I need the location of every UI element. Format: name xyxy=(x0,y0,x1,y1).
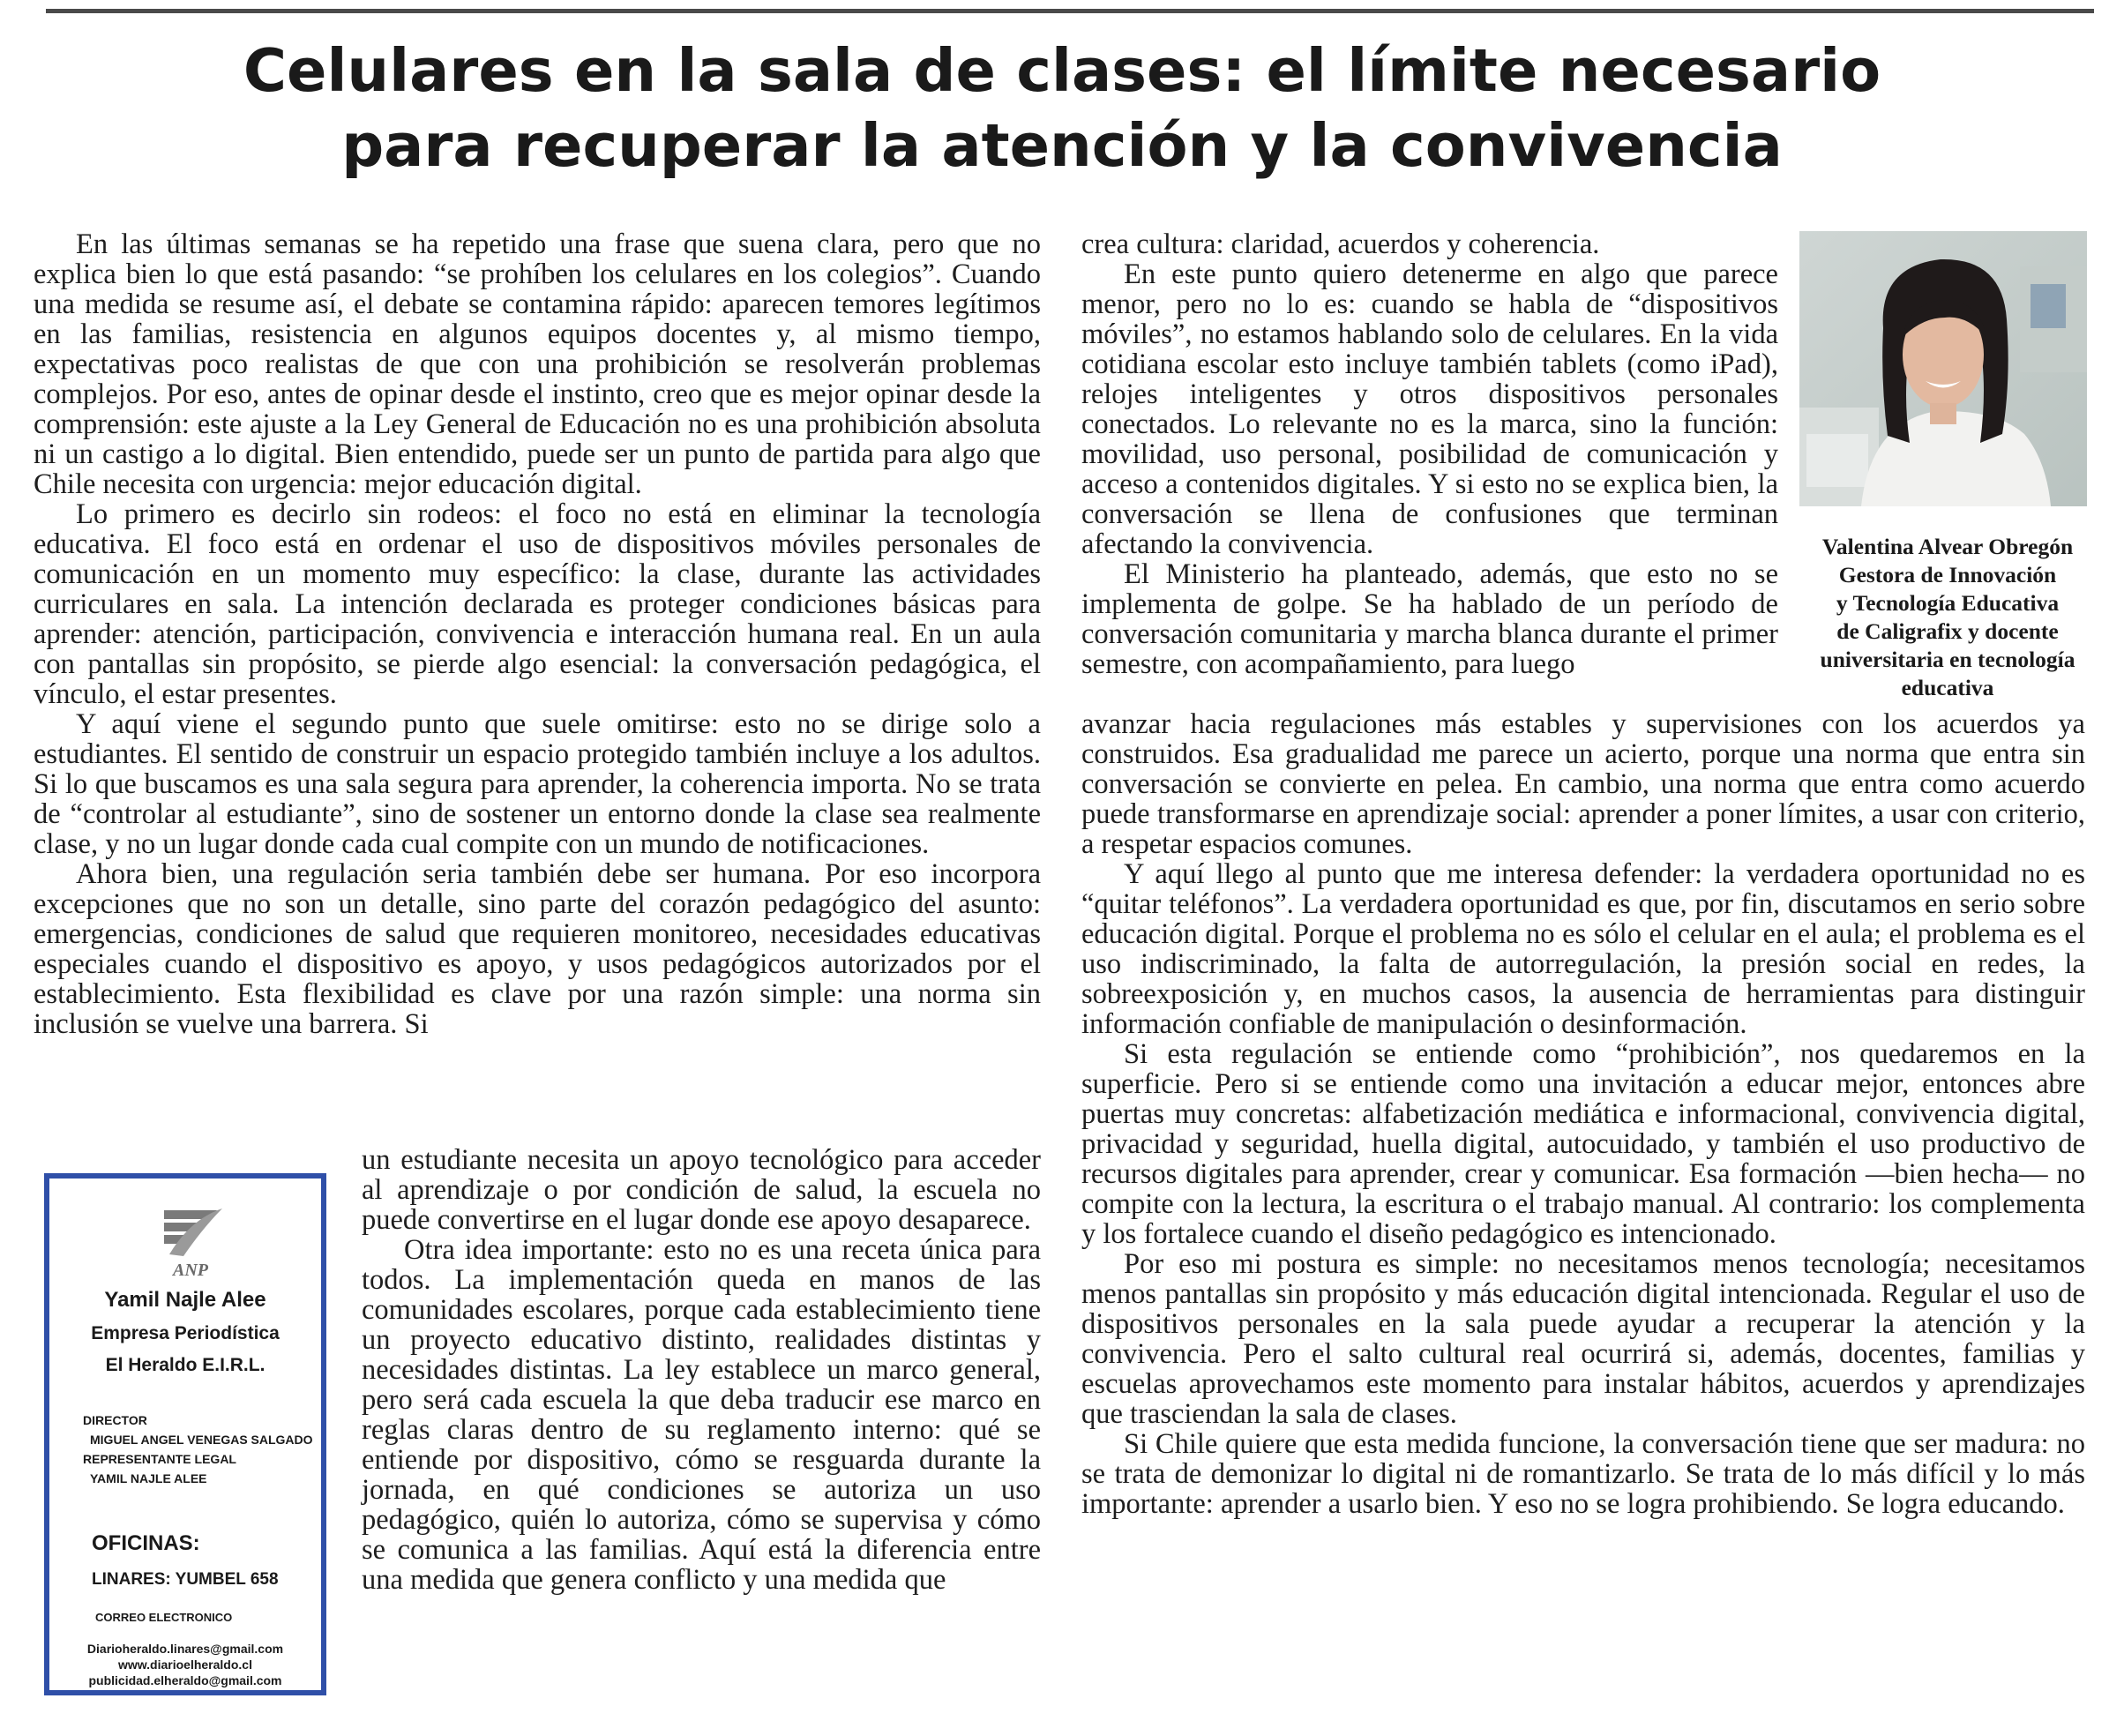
column-right-top xyxy=(1081,229,1778,679)
author-role: universitaria en tecnología xyxy=(1820,647,2075,672)
publisher-name: Yamil Najle Alee xyxy=(104,1288,266,1312)
website-link[interactable]: www.diarioelheraldo.cl xyxy=(118,1657,252,1672)
email-label: CORREO ELECTRONICO xyxy=(95,1611,233,1624)
column-left xyxy=(34,229,1041,1039)
paragraph: crea cultura: claridad, acuerdos y coherencia. xyxy=(1081,228,1600,260)
email-link[interactable]: publicidad.elheraldo@gmail.com xyxy=(88,1673,282,1687)
paragraph: avanzar hacia regulaciones más estables y supervisiones con los acuerdos ya construidos. Esa gradualidad me parece un acierto, porque una norma que entra sin conversación se convierte en pelea. En cambio, una norma que entra como acuerdo puede transformarse en aprendizaje social: aprender a poner límites, a usar con criterio, a respetar espacios comunes. xyxy=(1081,708,2085,860)
paragraph: El Ministerio ha planteado, además, que esto no se implementa de golpe. Se ha hablado de un período de conversación comunitaria y marcha blanca durante el primer semestre, con acompañamiento, para luego xyxy=(1081,558,1778,680)
author-role: educativa xyxy=(1901,675,1994,700)
paragraph: Por eso mi postura es simple: no necesitamos menos tecnología; necesitamos menos pantallas sin propósito y más educación digital intencionada. Regular el uso de dispositivos personales en la sala puede ayudar a recuperar la atención y la convivencia. Pero el salto cultural real ocurrirá si, además, docentes, familias y escuelas aprovechamos este momento para instalar hábitos, acuerdos y aprendizajes que trasciendan la sala de clases. xyxy=(1081,1248,2085,1430)
office-address: LINARES: YUMBEL 658 xyxy=(92,1570,279,1589)
offices-label: OFICINAS: xyxy=(92,1531,200,1555)
paragraph: Si esta regulación se entiende como “prohibición”, nos quedaremos en la superficie. Pero si se entiende como una invitación a educar mejor, entonces abre puertas muy concretas: alfabetización mediática e informacional, convivencia digital, privacidad y seguridad, huella digital, autocuidado, y también el uso productivo de recursos digitales para aprender, crear y comunicar. Esa formación —bien hecha— no compite con la lectura, la escritura o el trabajo manual. Al contrario: los complementa y los fortalece cuando el diseño pedagógico es intencionado. xyxy=(1081,1038,2085,1250)
paragraph: En las últimas semanas se ha repetido una frase que suena clara, pero que no explica bien lo que está pasando: “se prohíben los celulares en los colegios”. Cuando una medida se resume así, el debate se contamina rápido: aparecen temores legítimos en las familias, resistencia en algunos equipos docentes y, al mismo tiempo, expectativas poco realistas de que con una prohibición se resolverán problemas complejos. Por eso, antes de opinar desde el instinto, creo que es mejor opinar desde la comprensión: este ajuste a la Ley General de Educación no es una prohibición absoluta ni un castigo a lo digital. Bien entendido, puede ser un punto de partida para algo que Chile necesita con urgencia: mejor educación digital. xyxy=(34,228,1041,500)
representative-name: YAMIL NAJLE ALEE xyxy=(90,1471,207,1485)
company-name: El Heraldo E.I.R.L. xyxy=(105,1355,266,1375)
author-role: Gestora de Innovación xyxy=(1838,562,2057,587)
paragraph: Lo primero es decirlo sin rodeos: el foco no está en eliminar la tecnología educativa. El foco está en ordenar el uso de dispositivos móviles personales de comunicación en un momento muy específico: la clase, durante las actividades curriculares en sala. La intención declarada es proteger condiciones básicas para aprender: atención, participación, convivencia e interacción humana real. En un aula con pantallas sin propósito, se pierde algo esencial: la conversación pedagógica, el vínculo, el estar presentes. xyxy=(34,498,1041,710)
top-rule xyxy=(46,9,2094,13)
company-name: Empresa Periodística xyxy=(91,1323,280,1343)
masthead-box xyxy=(44,1173,326,1695)
article-headline xyxy=(0,34,2124,183)
headline-line-2: para recuperar la atención y la convivencia xyxy=(341,111,1783,180)
paragraph: Y aquí llego al punto que me interesa defender: la verdadera oportunidad no es “quitar teléfonos”. La verdadera oportunidad es que, por fin, discutamos en serio sobre educación digital. Porque el problema no es sólo el celular en el aula; el problema es el uso indiscriminado, la falta de autorregulación, la presión social en redes, la sobreexposición y, en muchos casos, la ausencia de herramientas para distinguir información confiable de manipulación o desinformación. xyxy=(1081,858,2085,1040)
director-name: MIGUEL ANGEL VENEGAS SALGADO xyxy=(90,1433,313,1447)
paragraph: un estudiante necesita un apoyo tecnológico para acceder al aprendizaje o por condición de salud, la escuela no puede convertirse en el lugar donde ese apoyo desaparece. xyxy=(362,1144,1041,1236)
column-right xyxy=(1081,709,2085,1519)
paragraph: Otra idea importante: esto no es una receta única para todos. La implementación queda en manos de las comunidades escolares, porque cada establecimiento tiene un proyecto educativo distinto, realidades distintas y necesidades distintas. La ley establece un marco general, pero será cada escuela la que deba traducir ese marco en reglas claras dentro de su reglamento interno: qué se entiende por dispositivo, cómo se resguarda durante la jornada, en qué condiciones se autoriza un uso pedagógico, quién lo autoriza, cómo se supervisa y cómo se comunica a las familias. Aquí está la diferencia entre una medida que genera conflicto y una medida que xyxy=(362,1234,1041,1596)
contact-list xyxy=(49,1641,321,1688)
author-name: Valentina Alvear Obregón xyxy=(1821,534,2074,559)
paragraph: Ahora bien, una regulación seria también debe ser humana. Por eso incorpora excepciones que no son un detalle, sino parte del corazón pedagógico del asunto: emergencias, condiciones de salud que requieren monitoreo, necesidades educativas especiales cuando el dispositivo es apoyo, y usos pedagógicos autorizados por el establecimiento. Esta flexibilidad es clave por una razón simple: una norma sin inclusión se vuelve una barrera. Si xyxy=(34,858,1041,1040)
paragraph: En este punto quiero detenerme en algo que parece menor, pero no lo es: cuando se habla de “dispositivos móviles”, no estamos hablando solo de celulares. En la vida cotidiana escolar esto incluye también tablets (como iPad), relojes inteligentes y otros dispositivos personales conectados. Lo relevante no es la marca, sino la función: movilidad, uso personal, posibilidad de comunicación y acceso a contenidos digitales. Y si esto no se explica bien, la conversación se llena de confusiones que terminan afectando la convivencia. xyxy=(1081,258,1778,560)
svg-text:ANP: ANP xyxy=(173,1261,208,1280)
paragraph: Si Chile quiere que esta medida funcione, la conversación tiene que ser madura: no se trata de demonizar lo digital ni de romantizarlo. Se trata de lo más difícil y lo más importante: aprender a usarlo bien. Y eso no se logra prohibiendo. Se logra educando. xyxy=(1081,1428,2085,1520)
representative-label: REPRESENTANTE LEGAL xyxy=(83,1452,236,1466)
paragraph: Y aquí viene el segundo punto que suele omitirse: esto no se dirige solo a estudiantes. El sentido de construir un espacio protegido también incluye a los adultos. Si lo que buscamos es una sala segura para aprender, la coherencia importa. No se trata de “controlar al estudiante”, sino de sostener un entorno donde la clase sea realmente clase, y no un lugar donde cada cual compite con un mundo de notificaciones. xyxy=(34,708,1041,860)
anp-logo-icon xyxy=(152,1201,229,1281)
director-label: DIRECTOR xyxy=(83,1413,147,1427)
author-role: de Caligrafix y docente xyxy=(1836,618,2059,644)
headline-line-1: Celulares en la sala de clases: el límite necesario xyxy=(243,36,1881,105)
author-photo xyxy=(1799,231,2087,506)
column-left-lower xyxy=(362,1145,1041,1595)
author-role: y Tecnología Educativa xyxy=(1836,590,2060,616)
email-link[interactable]: Diarioheraldo.linares@gmail.com xyxy=(86,1642,284,1656)
author-caption xyxy=(1780,533,2115,702)
